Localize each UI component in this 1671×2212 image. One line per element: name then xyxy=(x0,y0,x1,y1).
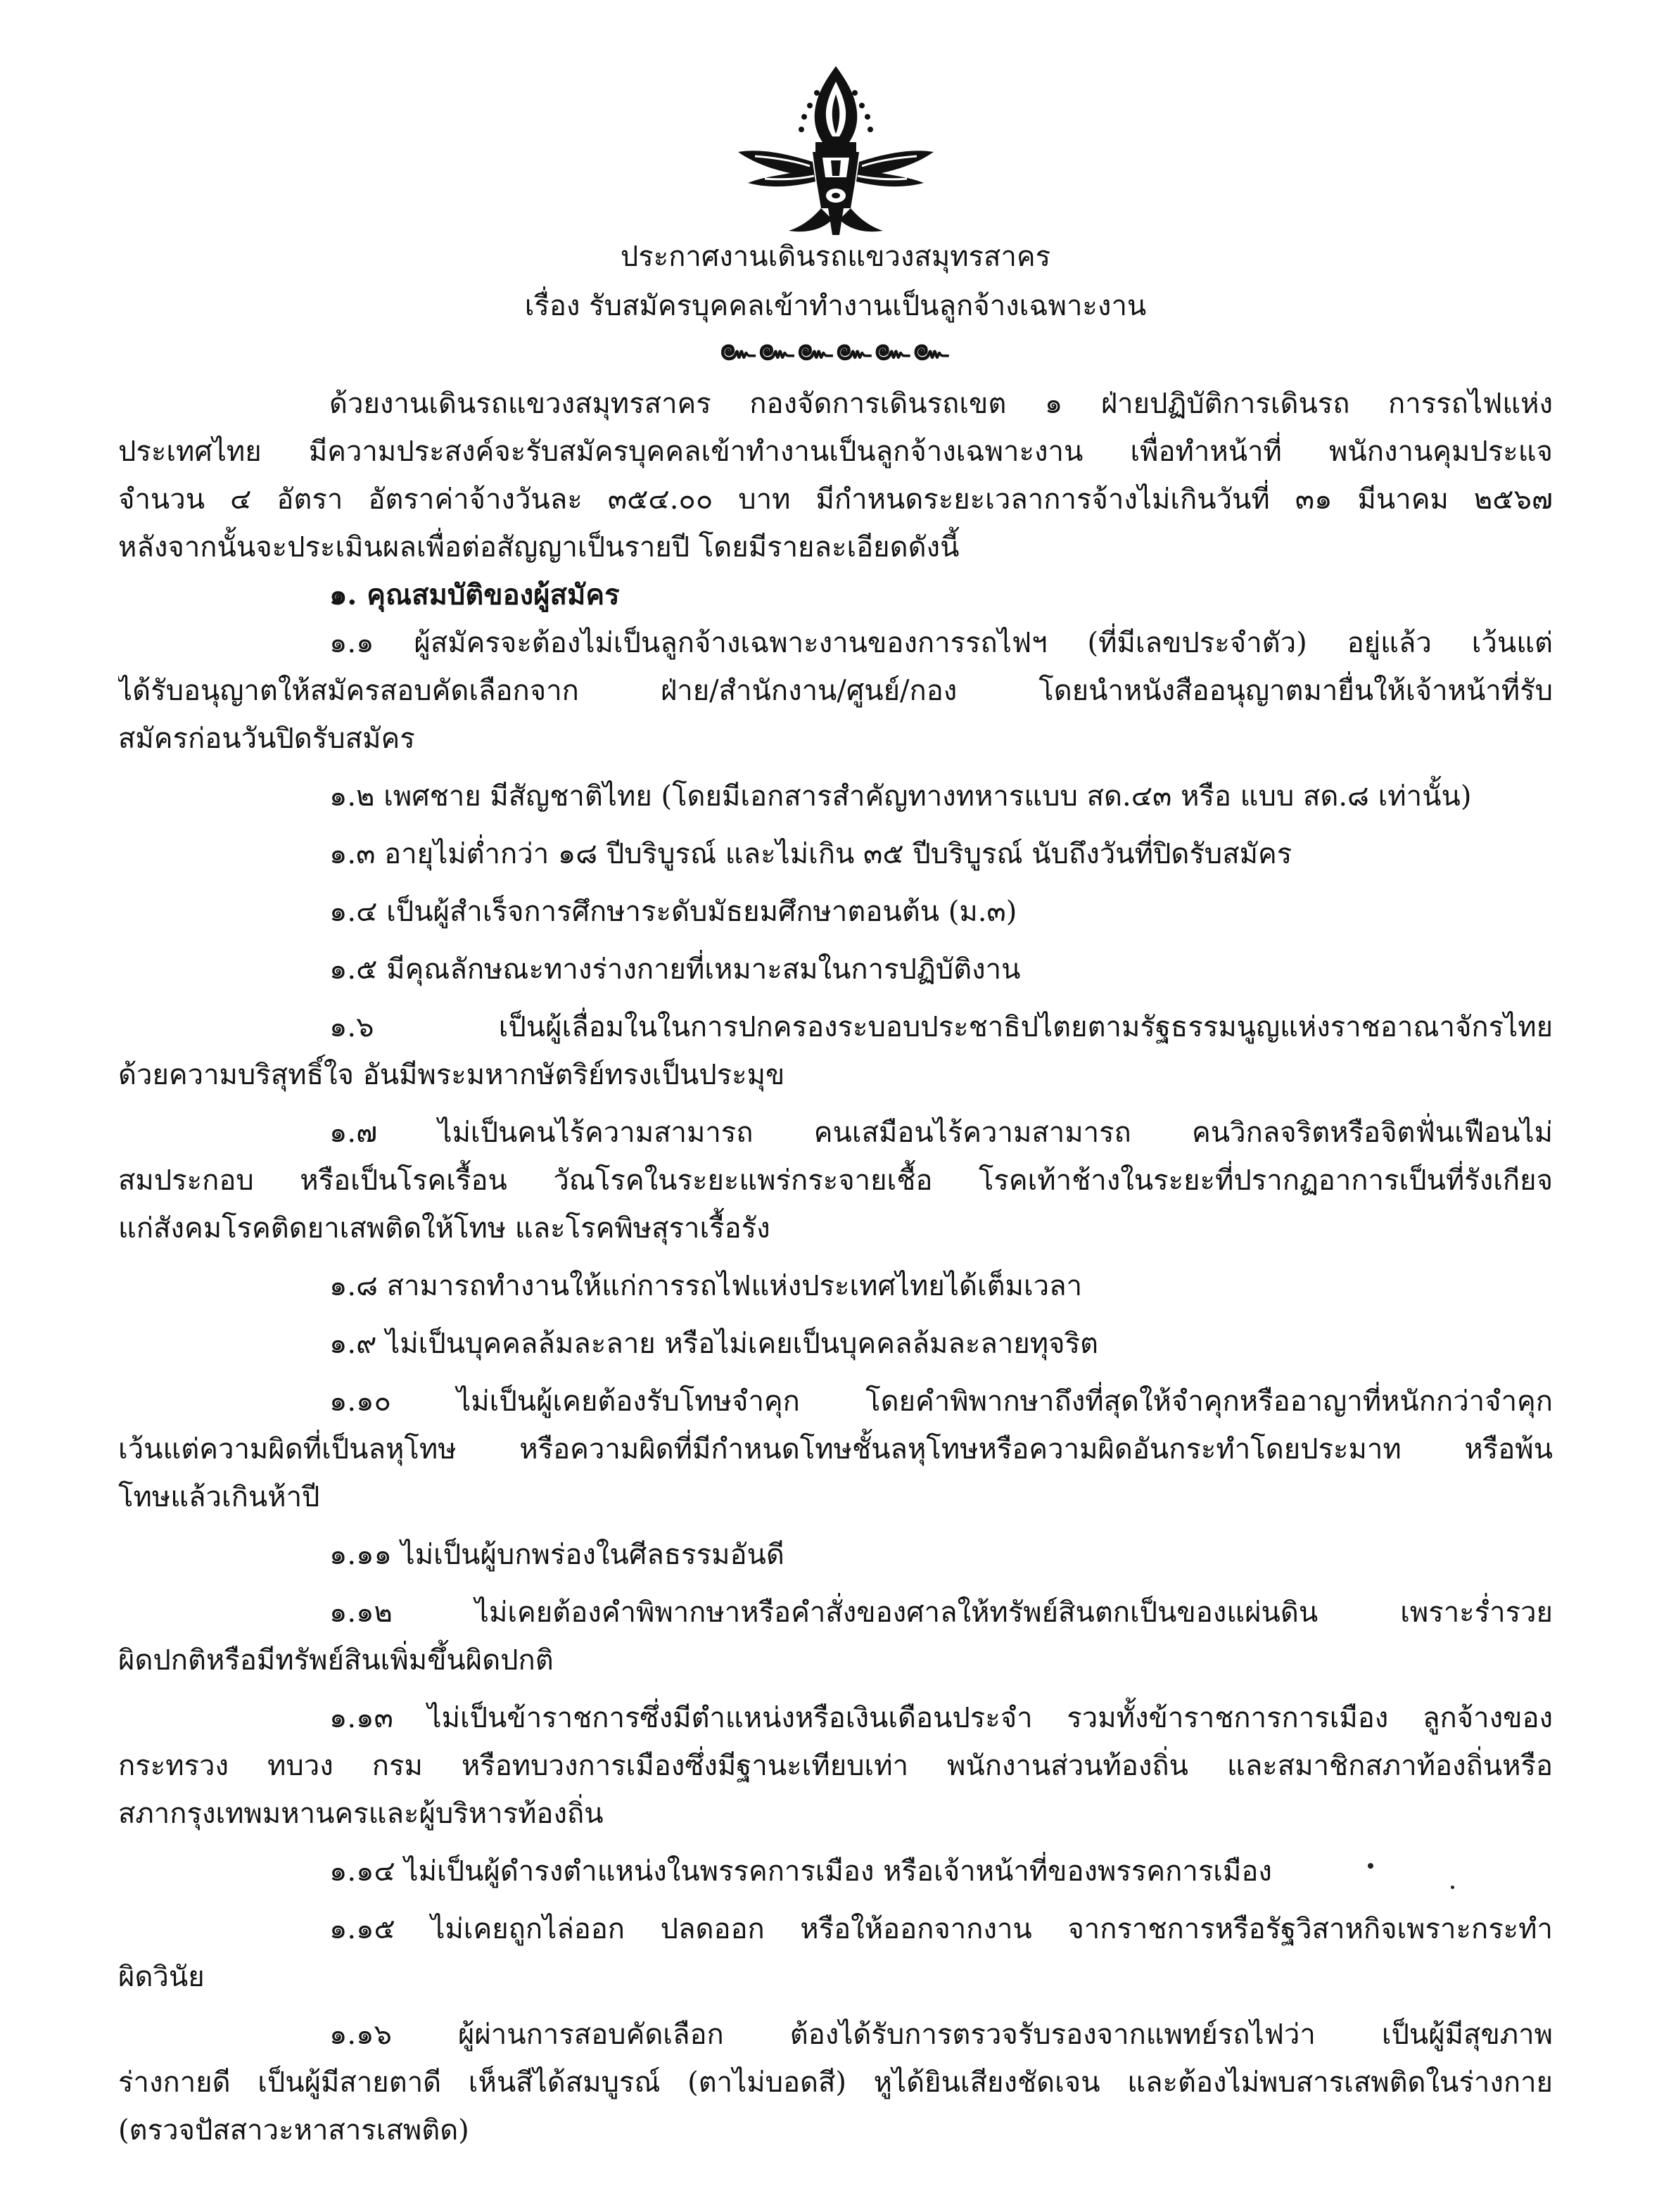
item-line: แก่สังคมโรคติดยาเสพติดให้โทษ และโรคพิษสุราเรื้อรัง xyxy=(118,1212,770,1245)
list-item xyxy=(118,888,1553,936)
item-line: ๑.๑ ผู้สมัครจะต้องไม่เป็นลูกจ้างเฉพาะงานของการรถไฟฯ (ที่มีเลขประจำตัว) อยู่แล้ว เว้นแต่ xyxy=(329,627,1553,659)
item-line: (ตรวจปัสสาวะหาสารเสพติด) xyxy=(118,2114,469,2147)
item-line: กระทรวง ทบวง กรม หรือทบวงการเมืองซึ่งมีฐานะเทียบเท่า พนักงานส่วนท้องถิ่น และสมาชิกสภาท้องถิ่นหรือ xyxy=(118,1750,1553,1782)
ornament-divider: ๛๛๛๛๛๛ xyxy=(719,331,952,367)
item-line: ๑.๑๒ ไม่เคยต้องคำพิพากษาหรือคำสั่งของศาลให้ทรัพย์สินตกเป็นของแผ่นดิน เพราะร่ำรวย xyxy=(329,1596,1553,1629)
list-item xyxy=(118,2011,1553,2154)
item-line: ๑.๖ เป็นผู้เลื่อมในในการปกครองระบอบประชาธิปไตยตามรัฐธรรมนูญแห่งราชอาณาจักรไทย xyxy=(329,1011,1553,1043)
item-line: สมัครก่อนวันปิดรับสมัคร xyxy=(118,723,415,755)
list-item xyxy=(118,1848,1553,1895)
list-item xyxy=(118,1694,1553,1838)
scan-speck xyxy=(1368,1863,1373,1869)
list-item xyxy=(118,830,1553,878)
section-heading: ๑. คุณสมบัติของผู้สมัคร xyxy=(329,578,620,611)
item-line: สภากรุงเทพมหานครและผู้บริหารท้องถิ่น xyxy=(118,1798,604,1830)
list-item xyxy=(118,1109,1553,1252)
announcement-header xyxy=(118,239,1553,367)
item-line: ๑.๑๓ ไม่เป็นข้าราชการซึ่งมีตำแหน่งหรือเงินเดือนประจำ รวมทั้งข้าราชการการเมือง ลูกจ้างของ xyxy=(329,1702,1553,1734)
item-line: ๑.๘ สามารถทำงานให้แก่การรถไฟแห่งประเทศไทยได้เต็มเวลา xyxy=(329,1270,1083,1302)
item-line: ๑.๗ ไม่เป็นคนไร้ความสามารถ คนเสมือนไร้ความสามารถ คนวิกลจริตหรือจิตฟั่นเฟือนไม่ xyxy=(329,1117,1553,1149)
list-item xyxy=(118,1905,1553,2001)
list-item xyxy=(118,773,1553,820)
intro-line: จำนวน ๔ อัตรา อัตราค่าจ้างวันละ ๓๕๔.๐๐ บาท มีกำหนดระยะเวลาการจ้างไม่เกินวันที่ ๓๑ มีนาคม ๒๕๖๗ xyxy=(118,483,1553,516)
item-line: ผิดวินัย xyxy=(118,1961,205,1993)
item-line: โทษแล้วเกินห้าปี xyxy=(118,1481,320,1513)
announcement-title: ประกาศงานเดินรถแขวงสมุทรสาคร xyxy=(620,241,1051,273)
item-line: ๑.๑๕ ไม่เคยถูกไล่ออก ปลดออก หรือให้ออกจากงาน จากราชการหรือรัฐวิสาหกิจเพราะกระทำ xyxy=(329,1913,1553,1945)
item-line: ๑.๒ เพศชาย มีสัญชาติไทย (โดยมีเอกสารสำคัญทางทหารแบบ สด.๔๓ หรือ แบบ สด.๘ เท่านั้น) xyxy=(329,780,1472,813)
srt-emblem-icon xyxy=(734,63,938,239)
announcement-body xyxy=(118,380,1553,2154)
announcement-subject: เรื่อง รับสมัครบุคคลเข้าทำงานเป็นลูกจ้างเฉพาะงาน xyxy=(524,290,1147,322)
list-item xyxy=(118,1320,1553,1368)
list-item xyxy=(118,946,1553,993)
item-line: ๑.๑๐ ไม่เป็นผู้เคยต้องรับโทษจำคุก โดยคำพิพากษาถึงที่สุดให้จำคุกหรืออาญาที่หนักกว่าจำคุก xyxy=(329,1385,1553,1418)
item-line: ร่างกายดี เป็นผู้มีสายตาดี เห็นสีได้สมบูรณ์ (ตาไม่บอดสี) หูได้ยินเสียงชัดเจน และต้องไม่พบสารเสพติดในร่างกาย xyxy=(118,2066,1553,2099)
item-line: ๑.๑๔ ไม่เป็นผู้ดำรงตำแหน่งในพรรคการเมือง หรือเจ้าหน้าที่ของพรรคการเมือง xyxy=(329,1855,1272,1888)
intro-line: หลังจากนั้นจะประเมินผลเพื่อต่อสัญญาเป็นรายปี โดยมีรายละเอียดดังนี้ xyxy=(118,531,960,564)
item-line: ๑.๑๖ ผู้ผ่านการสอบคัดเลือก ต้องได้รับการตรวจรับรองจากแพทย์รถไฟว่า เป็นผู้มีสุขภาพ xyxy=(329,2019,1553,2051)
scan-speck xyxy=(1451,1886,1454,1889)
intro-line: ด้วยงานเดินรถแขวงสมุทรสาคร กองจัดการเดินรถเขต ๑ ฝ่ายปฏิบัติการเดินรถ การรถไฟแห่ง xyxy=(329,388,1553,420)
list-item xyxy=(118,619,1553,763)
intro-line: ประเทศไทย มีความประสงค์จะรับสมัครบุคคลเข้าทำงานเป็นลูกจ้างเฉพาะงาน เพื่อทำหน้าที่ พนักงานคุมประแจ xyxy=(118,436,1553,468)
item-line: สมประกอบ หรือเป็นโรคเรื้อน วัณโรคในระยะแพร่กระจายเชื้อ โรคเท้าช้างในระยะที่ปรากฏอาการเป็นที่รังเกียจ xyxy=(118,1164,1553,1197)
list-item xyxy=(118,1531,1553,1579)
item-line: ๑.๔ เป็นผู้สำเร็จการศึกษาระดับมัธยมศึกษาตอนต้น (ม.๓) xyxy=(329,896,1017,928)
list-item xyxy=(118,1378,1553,1521)
list-item xyxy=(118,1262,1553,1310)
item-line: ๑.๓ อายุไม่ต่ำกว่า ๑๘ ปีบริบูรณ์ และไม่เกิน ๓๕ ปีบริบูรณ์ นับถึงวันที่ปิดรับสมัคร xyxy=(329,838,1292,870)
list-item xyxy=(118,1589,1553,1684)
list-item xyxy=(118,1003,1553,1099)
item-line: ๑.๙ ไม่เป็นบุคคลล้มละลาย หรือไม่เคยเป็นบุคคลล้มละลายทุจริต xyxy=(329,1328,1099,1360)
item-line: ได้รับอนุญาตให้สมัครสอบคัดเลือกจาก ฝ่าย/สำนักงาน/ศูนย์/กอง โดยนำหนังสืออนุญาตมายื่นให้เจ้าหน้าที่รับ xyxy=(118,675,1553,707)
item-line: เว้นแต่ความผิดที่เป็นลหุโทษ หรือความผิดที่มีกำหนดโทษชั้นลหุโทษหรือความผิดอันกระทำโดยประมาท หรือพ้น xyxy=(118,1433,1553,1466)
item-line: ผิดปกติหรือมีทรัพย์สินเพิ่มขึ้นผิดปกติ xyxy=(118,1644,554,1677)
item-line: ด้วยความบริสุทธิ์ใจ อันมีพระมหากษัตริย์ทรงเป็นประมุข xyxy=(118,1059,785,1091)
item-line: ๑.๑๑ ไม่เป็นผู้บกพร่องในศีลธรรมอันดี xyxy=(329,1539,784,1571)
item-line: ๑.๕ มีคุณลักษณะทางร่างกายที่เหมาะสมในการปฏิบัติงาน xyxy=(329,953,1021,986)
